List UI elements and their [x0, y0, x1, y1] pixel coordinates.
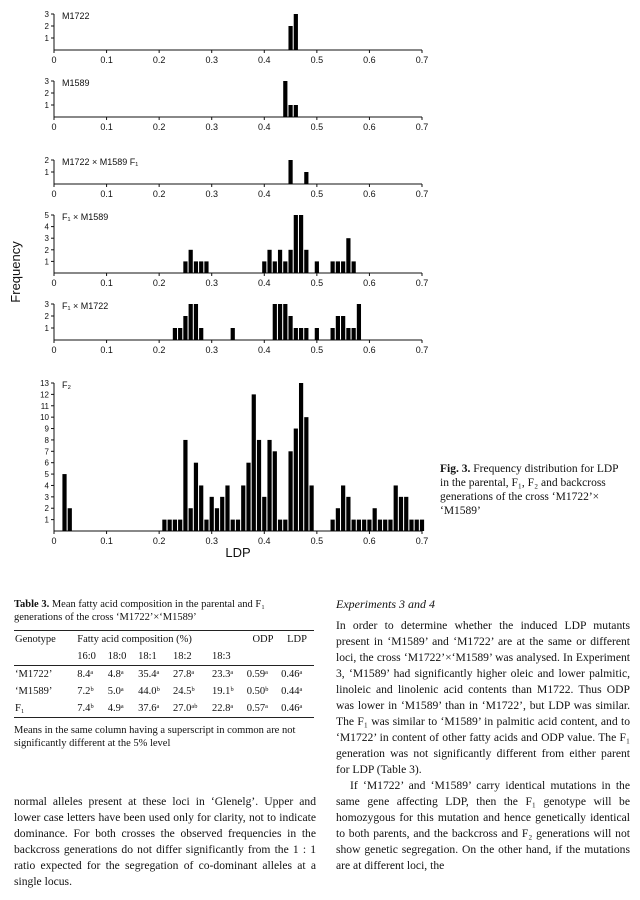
table-cell: 35.4ᵃ [138, 669, 160, 680]
y-tick-label: 9 [44, 424, 49, 434]
histogram-bar [415, 520, 419, 531]
histogram-bar [189, 304, 193, 340]
table-label: Table 3. [14, 599, 50, 610]
histogram-bar [336, 316, 340, 340]
y-tick-label: 3 [44, 10, 49, 19]
x-tick-label: 0.3 [205, 345, 218, 355]
y-tick-label: 2 [44, 156, 49, 165]
y-tick-label: 5 [44, 470, 49, 480]
x-tick-label: 0.5 [310, 122, 324, 132]
histogram-bar [215, 508, 219, 531]
x-tick-label: 0.5 [310, 278, 324, 288]
x-tick-label: 0.5 [310, 345, 324, 355]
histogram-bar [373, 508, 377, 531]
table-cell: 8.4ᵃ [77, 669, 94, 680]
panel-title: F₁ × M1589 [62, 212, 109, 222]
x-tick-label: 0.3 [205, 55, 218, 65]
table-cell: 24.5ᵇ [172, 686, 195, 697]
y-tick-label: 2 [44, 22, 49, 31]
histogram-bar [336, 261, 340, 273]
x-tick-label: 0.4 [258, 189, 271, 199]
histogram-bar [352, 261, 356, 273]
histogram-bar [315, 328, 319, 340]
histogram-bar [62, 474, 66, 531]
table-footnote: Means in the same column having a superscript in common are not significantly different at the 5% level [14, 725, 296, 749]
y-tick-label: 1 [44, 101, 49, 110]
x-tick-label: 0.6 [363, 55, 376, 65]
histogram-bar [388, 520, 392, 531]
histogram-bar [204, 261, 208, 273]
histogram-bar [288, 160, 292, 184]
histogram-bar [278, 250, 282, 273]
x-tick-label: 0.7 [415, 278, 429, 288]
histogram-bar [404, 497, 408, 531]
histogram-bar [294, 215, 298, 273]
histogram-bar [194, 261, 198, 273]
panel-title: M1722 × M1589 F₁ [62, 157, 139, 167]
x-tick-label: 0.2 [152, 189, 166, 199]
histogram-bar [183, 440, 187, 531]
histogram-bar [352, 328, 356, 340]
x-tick-label: 0.1 [100, 55, 113, 65]
y-tick-label: 13 [40, 379, 49, 388]
histogram-bar [210, 497, 214, 531]
x-tick-label: 0.4 [258, 55, 271, 65]
x-tick-label: 0.2 [152, 55, 166, 65]
histogram-bar [262, 261, 266, 273]
y-tick-label: 3 [44, 300, 49, 309]
x-tick-label: 0 [51, 55, 57, 65]
histogram-bar [278, 304, 282, 340]
y-tick-label: 11 [40, 401, 49, 411]
section-heading: Experiments 3 and 4 [336, 597, 435, 611]
histogram-bar [194, 304, 198, 340]
x-tick-label: 0.4 [258, 345, 271, 355]
histogram-bar [199, 261, 203, 273]
y-tick-label: 2 [44, 312, 49, 321]
histogram-bar [162, 520, 166, 531]
table-cell: 23.3ᵃ [211, 669, 234, 680]
histogram-bar [194, 463, 198, 531]
histogram-bar [273, 304, 277, 340]
histogram-bar [273, 451, 277, 531]
table-cell: 27.0ᵃᵇ [172, 703, 198, 714]
table-title [14, 598, 314, 624]
subheader-cell: 18:1 [138, 651, 157, 662]
y-tick-label: 1 [44, 168, 49, 177]
histogram-bar [331, 261, 335, 273]
histogram-bar [231, 520, 235, 531]
histogram-bar [288, 26, 292, 50]
x-tick-label: 0.3 [205, 536, 218, 546]
x-tick-label: 0.4 [258, 278, 271, 288]
table-cell: 4.8ᵃ [107, 669, 124, 680]
histogram-bar [399, 497, 403, 531]
table-row [14, 683, 314, 700]
histogram-bar [294, 105, 298, 117]
x-tick-label: 0.7 [415, 536, 429, 546]
x-tick-label: 0.6 [363, 189, 376, 199]
x-tick-label: 0.6 [363, 122, 376, 132]
histogram-bar [352, 520, 356, 531]
header-genotype: Genotype [15, 634, 56, 645]
histogram-bar [189, 508, 193, 531]
panel-title: M1722 [62, 11, 90, 21]
x-tick-label: 0.6 [363, 278, 376, 288]
histogram-bar [346, 328, 350, 340]
histogram-bar [199, 485, 203, 531]
histogram-bar [220, 497, 224, 531]
table-cell: 4.9ᵃ [107, 703, 124, 714]
table-cell: 37.6ᵃ [138, 703, 160, 714]
histogram-bar [294, 328, 298, 340]
y-tick-label: 5 [44, 211, 49, 220]
histogram-bar [283, 520, 287, 531]
table-cell: 44.0ᵇ [138, 686, 160, 697]
histogram-bar [346, 497, 350, 531]
table-cell: 0.59ᵃ [246, 669, 269, 680]
row-genotype: F₁ [15, 703, 25, 714]
histogram-bar [183, 316, 187, 340]
x-tick-label: 0.2 [152, 122, 166, 132]
table-cell: 0.57ᵃ [246, 703, 269, 714]
x-axis-label: LDP [225, 545, 251, 560]
table-cell: 22.8ᵃ [211, 703, 234, 714]
histogram-bar [225, 485, 229, 531]
histogram-bar [199, 328, 203, 340]
histogram-bar [288, 316, 292, 340]
histogram-bar [68, 508, 72, 531]
histogram-bar [273, 261, 277, 273]
subheader-cell: 18:3 [211, 651, 231, 662]
x-tick-label: 0.3 [205, 278, 218, 288]
x-tick-label: 0.7 [415, 345, 429, 355]
histogram-bar [283, 261, 287, 273]
y-tick-label: 3 [44, 492, 49, 502]
histogram-bar [173, 520, 177, 531]
header-ldp: LDP [287, 634, 307, 645]
y-tick-label: 8 [44, 435, 49, 445]
y-tick-label: 4 [44, 481, 49, 491]
y-tick-label: 2 [44, 245, 49, 255]
x-tick-label: 0.4 [258, 122, 271, 132]
x-tick-label: 0.2 [152, 345, 166, 355]
x-tick-label: 0.1 [100, 536, 113, 546]
y-tick-label: 2 [44, 89, 49, 98]
histogram-bar [288, 250, 292, 273]
table-cell: 5.0ᵃ [107, 686, 124, 697]
histogram-bar [252, 394, 256, 531]
histogram-bar [304, 417, 308, 531]
table-cell: 0.44ᵃ [281, 686, 303, 697]
body-paragraph-1: In order to determine whether the induced LDP mutants present in ‘M1589’ and ‘M1722’ are at the same or different loci, the cross ‘M1722’×‘M1589’ was analysed. In Experiment 3, ‘M1589’ had significantly higher oleic and lower palmitic, linoleic and linolenic acid contents than M1722. Thus ODP was lower in ‘M1589’ than in ‘M1722’, but LDP was similar. The F₁ was similar to ‘M1589’ in palmitic acid content, and to ‘M1722’ in content of other fatty acids and ODP value. The F₁ generation was not significantly different from either parent for LDP (Table 3). [336, 619, 630, 776]
fatty-acid-table [14, 630, 314, 718]
histogram-bar [236, 520, 240, 531]
x-tick-label: 0.1 [100, 345, 113, 355]
row-genotype: ‘M1589’ [15, 686, 53, 697]
histogram-bar [378, 520, 382, 531]
x-tick-label: 0.1 [100, 122, 113, 132]
table-cell: 27.8ᵃ [172, 669, 195, 680]
histogram-bar [341, 485, 345, 531]
x-tick-label: 0 [51, 345, 57, 355]
histogram-bar [246, 463, 250, 531]
header-fatty-acid: Fatty acid composition (%) [77, 634, 192, 645]
histogram-bar [257, 440, 261, 531]
histogram-bar [336, 508, 340, 531]
x-tick-label: 0.7 [415, 122, 429, 132]
histogram-bar [331, 328, 335, 340]
y-axis-label: Frequency [8, 241, 23, 303]
histogram-bar [299, 328, 303, 340]
x-tick-label: 0.7 [415, 189, 429, 199]
header-odp: ODP [252, 634, 274, 645]
x-tick-label: 0.5 [310, 55, 324, 65]
y-tick-label: 4 [44, 222, 49, 232]
histogram-bar [278, 520, 282, 531]
histogram-bar [362, 520, 366, 531]
histogram-bar [189, 250, 193, 273]
histogram-bar [299, 383, 303, 531]
panel-title: F₂ [62, 380, 71, 390]
y-tick-label: 2 [44, 504, 49, 514]
histogram-bar [357, 520, 361, 531]
histogram-bar [173, 328, 177, 340]
histogram-bar [183, 261, 187, 273]
figure-caption-text: Frequency distribution for LDP in the parental, F₁, F₂ and backcross generations of the cross ‘M1722’× ‘M1589’ [440, 463, 619, 517]
subheader-cell: 18:0 [107, 651, 127, 662]
x-tick-label: 0 [51, 536, 57, 546]
panel-title: F₁ × M1722 [62, 301, 109, 311]
histogram-bar [178, 520, 182, 531]
x-tick-label: 0 [51, 189, 57, 199]
histogram-bar [267, 250, 271, 273]
x-tick-label: 0 [51, 122, 57, 132]
histogram-bar [309, 485, 313, 531]
histogram-bar [288, 451, 292, 531]
fatty-acid-table-block [14, 598, 314, 750]
x-tick-label: 0 [51, 278, 57, 288]
left-body-paragraph: normal alleles present at these loci in ‘Glenelg’. Upper and lower case letters have been used only for clarity, not to indicate dominance. For both crosses the observed frequencies in the backcross generations do not differ significantly from the 1 : 1 ratio expected for the segregation of co-dominant alleles at a single locus. [14, 795, 316, 888]
histogram-bar [231, 328, 235, 340]
x-tick-label: 0.7 [415, 55, 429, 65]
table-title-text: Mean fatty acid composition in the parental and F₁ generations of the cross ‘M1722’×‘M1589’ [14, 599, 265, 623]
histogram-bar [304, 328, 308, 340]
x-tick-label: 0.5 [310, 536, 324, 546]
table-cell: 0.50ᵇ [246, 686, 269, 697]
histogram-bar [288, 105, 292, 117]
histogram-bar [304, 250, 308, 273]
x-tick-label: 0.6 [363, 536, 376, 546]
x-tick-label: 0.4 [258, 536, 271, 546]
x-tick-label: 0.5 [310, 189, 324, 199]
histogram-bar [420, 520, 424, 531]
histogram-bar [341, 316, 345, 340]
histogram-bar [341, 261, 345, 273]
row-genotype: ‘M1722’ [15, 669, 53, 680]
histogram-bar [294, 14, 298, 50]
figure-caption-label: Fig. 3. [440, 463, 471, 475]
table-cell: 7.4ᵇ [77, 703, 94, 714]
y-tick-label: 12 [40, 390, 49, 400]
y-tick-label: 1 [44, 34, 49, 43]
x-tick-label: 0.2 [152, 278, 166, 288]
y-tick-label: 6 [44, 458, 49, 468]
histogram-bar [367, 520, 371, 531]
y-tick-label: 3 [44, 77, 49, 86]
histogram-bar [331, 520, 335, 531]
histogram-bar [383, 520, 387, 531]
y-tick-label: 1 [44, 324, 49, 333]
figure-caption [440, 462, 628, 518]
histogram-bar [315, 261, 319, 273]
table-row [14, 666, 314, 684]
y-tick-label: 10 [40, 413, 49, 423]
table-cell: 7.2ᵇ [77, 686, 94, 697]
table-row [14, 700, 314, 718]
table-cell: 19.1ᵇ [211, 686, 234, 697]
table-cell: 0.46ᵃ [281, 669, 303, 680]
histogram-bar [283, 304, 287, 340]
x-tick-label: 0.2 [152, 536, 166, 546]
body-paragraph-2: If ‘M1722’ and ‘M1589’ carry identical mutations in the same gene affecting LDP, then the F₁ genotype will be homozygous for this mutation and hence genetically identical to both parents, and the backcross and F₂ generations will not show genetic segregation. On the other hand, if the mutations are at different loci, the [336, 779, 630, 872]
histogram-bar [168, 520, 172, 531]
x-tick-label: 0.3 [205, 189, 218, 199]
histogram-bar [178, 328, 182, 340]
panel-title: M1589 [62, 78, 90, 88]
histogram-bar [304, 172, 308, 184]
x-tick-label: 0.3 [205, 122, 218, 132]
histogram-bar [394, 485, 398, 531]
histogram-bar [357, 304, 361, 340]
x-tick-label: 0.1 [100, 189, 113, 199]
histogram-bar [262, 497, 266, 531]
y-tick-label: 1 [44, 257, 49, 267]
histogram-bar [294, 429, 298, 531]
x-tick-label: 0.6 [363, 345, 376, 355]
histogram-bar [241, 485, 245, 531]
table-cell: 0.46ᵃ [281, 703, 303, 714]
histogram-bar [409, 520, 413, 531]
histogram-bar [346, 238, 350, 273]
y-tick-label: 1 [44, 515, 49, 525]
subheader-cell: 16:0 [77, 651, 96, 662]
y-tick-label: 7 [44, 447, 49, 457]
right-column [336, 596, 630, 874]
y-tick-label: 3 [44, 234, 49, 244]
subheader-cell: 18:2 [172, 651, 192, 662]
histogram-bar [267, 440, 271, 531]
histogram-bar [299, 215, 303, 273]
histogram-bar [204, 520, 208, 531]
x-tick-label: 0.1 [100, 278, 113, 288]
table-header-row [14, 631, 314, 649]
histogram-bar [283, 81, 287, 117]
